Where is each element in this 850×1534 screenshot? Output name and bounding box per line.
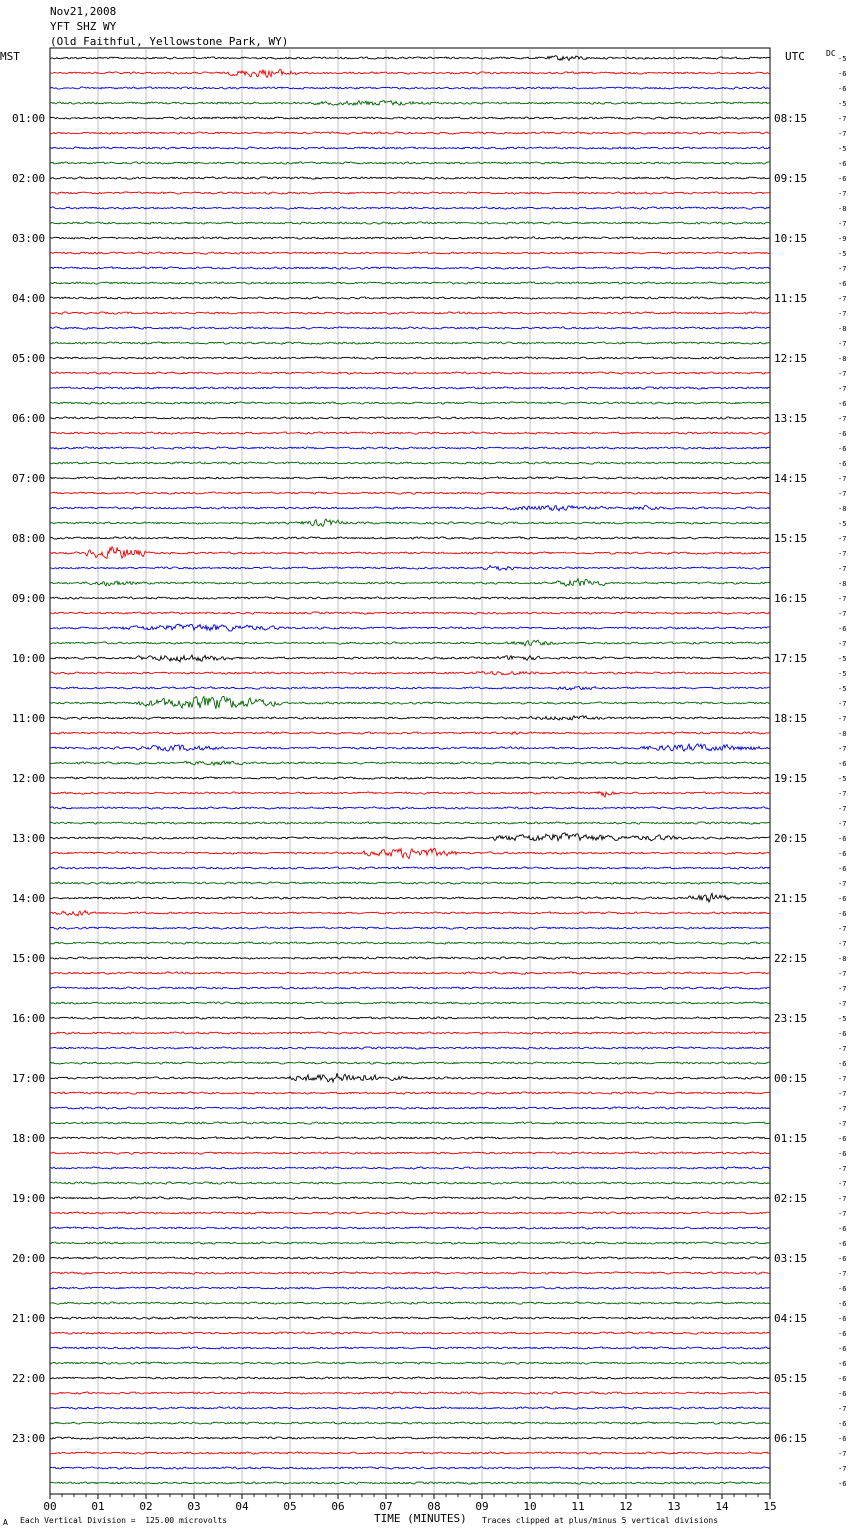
dc-offset-label: -7 bbox=[838, 745, 847, 753]
trace-line bbox=[50, 1407, 770, 1409]
trace-line bbox=[50, 1197, 770, 1199]
dc-offset-label: -7 bbox=[838, 1120, 847, 1128]
left-hour-label: 03:00 bbox=[12, 232, 46, 245]
x-tick-label: 04 bbox=[235, 1500, 249, 1513]
dc-offset-label: -8 bbox=[838, 205, 847, 213]
dc-offset-label: -8 bbox=[838, 325, 847, 333]
trace-line bbox=[50, 1122, 770, 1124]
right-hour-label: 18:15 bbox=[774, 712, 808, 725]
trace-line bbox=[50, 1392, 770, 1394]
dc-offset-label: -5 bbox=[838, 145, 847, 153]
dc-offset-label: -6 bbox=[838, 1135, 847, 1143]
trace-line bbox=[50, 777, 770, 779]
x-tick-label: 01 bbox=[91, 1500, 105, 1513]
dc-offset-label: -6 bbox=[838, 850, 847, 858]
trace-line bbox=[50, 1332, 770, 1334]
trace-line bbox=[50, 519, 770, 526]
dc-offset-label: -5 bbox=[838, 670, 847, 678]
dc-offset-label: -6 bbox=[838, 1330, 847, 1338]
right-hour-label: 04:15 bbox=[774, 1312, 808, 1325]
x-axis-label: TIME (MINUTES) bbox=[374, 1512, 467, 1525]
trace-line bbox=[50, 387, 770, 389]
right-hour-label: 06:15 bbox=[774, 1432, 808, 1445]
left-hour-label: 16:00 bbox=[12, 1012, 46, 1025]
x-tick-label: 09 bbox=[475, 1500, 489, 1513]
dc-offset-label: -7 bbox=[838, 1045, 847, 1053]
dc-offset-label: -8 bbox=[838, 730, 847, 738]
dc-offset-label: -7 bbox=[838, 1165, 847, 1173]
trace-line bbox=[50, 1482, 770, 1484]
dc-offset-label: -7 bbox=[838, 805, 847, 813]
trace-line bbox=[50, 402, 770, 404]
x-tick-label: 02 bbox=[139, 1500, 153, 1513]
dc-offset-label: -6 bbox=[838, 280, 847, 288]
left-hour-label: 01:00 bbox=[12, 112, 46, 125]
trace-line bbox=[50, 1467, 770, 1469]
left-hour-label: 15:00 bbox=[12, 952, 46, 965]
scale-note: Each Vertical Division = 125.00 microvolts bbox=[20, 1516, 228, 1525]
dc-label: DC bbox=[826, 49, 836, 58]
trace-line bbox=[50, 822, 770, 824]
trace-line bbox=[50, 792, 770, 798]
right-hour-label: 01:15 bbox=[774, 1132, 808, 1145]
trace-line bbox=[50, 505, 770, 511]
right-hour-label: 14:15 bbox=[774, 472, 808, 485]
trace-line bbox=[50, 1347, 770, 1349]
right-hour-label: 23:15 bbox=[774, 1012, 808, 1025]
trace-line bbox=[50, 372, 770, 374]
trace-line bbox=[50, 597, 770, 599]
trace-line bbox=[50, 1107, 770, 1109]
left-hour-label: 11:00 bbox=[12, 712, 46, 725]
dc-offset-label: -7 bbox=[838, 295, 847, 303]
trace-line bbox=[50, 1167, 770, 1169]
trace-line bbox=[50, 477, 770, 479]
dc-offset-label: -6 bbox=[838, 1060, 847, 1068]
dc-offset-label: -6 bbox=[838, 835, 847, 843]
trace-line bbox=[50, 547, 770, 559]
trace-line bbox=[50, 716, 770, 720]
dc-offset-label: -6 bbox=[838, 160, 847, 168]
dc-offset-label: -6 bbox=[838, 895, 847, 903]
dc-offset-label: -7 bbox=[838, 1210, 847, 1218]
trace-line bbox=[50, 612, 770, 614]
dc-offset-label: -6 bbox=[838, 85, 847, 93]
dc-offset-label: -7 bbox=[838, 220, 847, 228]
x-tick-label: 14 bbox=[715, 1500, 729, 1513]
dc-offset-label: -8 bbox=[838, 355, 847, 363]
trace-line bbox=[50, 957, 770, 959]
trace-line bbox=[50, 1377, 770, 1379]
trace-line bbox=[50, 972, 770, 974]
dc-offset-label: -7 bbox=[838, 1465, 847, 1473]
trace-line bbox=[50, 1422, 770, 1424]
dc-offset-label: -7 bbox=[838, 970, 847, 978]
dc-offset-label: -7 bbox=[838, 700, 847, 708]
right-hour-label: 16:15 bbox=[774, 592, 808, 605]
trace-line bbox=[50, 192, 770, 194]
trace-line bbox=[50, 297, 770, 299]
right-hour-label: 17:15 bbox=[774, 652, 808, 665]
trace-line bbox=[50, 1073, 770, 1082]
dc-offset-label: -7 bbox=[838, 985, 847, 993]
trace-line bbox=[50, 1452, 770, 1454]
left-hour-label: 07:00 bbox=[12, 472, 46, 485]
left-hour-label: 12:00 bbox=[12, 772, 46, 785]
left-hour-label: 18:00 bbox=[12, 1132, 46, 1145]
trace-line bbox=[50, 686, 770, 690]
trace-line bbox=[50, 867, 770, 869]
trace-line bbox=[50, 267, 770, 269]
trace-line bbox=[50, 744, 770, 751]
dc-offset-label: -6 bbox=[838, 625, 847, 633]
x-tick-label: 10 bbox=[523, 1500, 537, 1513]
dc-offset-label: -6 bbox=[838, 460, 847, 468]
dc-offset-label: -6 bbox=[838, 1480, 847, 1488]
trace-line bbox=[50, 492, 770, 494]
dc-offset-label: -7 bbox=[838, 265, 847, 273]
trace-line bbox=[50, 640, 770, 646]
dc-offset-label: -8 bbox=[838, 955, 847, 963]
trace-line bbox=[50, 732, 770, 735]
dc-offset-label: -6 bbox=[838, 1240, 847, 1248]
dc-offset-label: -5 bbox=[838, 250, 847, 258]
dc-offset-label: -6 bbox=[838, 175, 847, 183]
right-hour-label: 05:15 bbox=[774, 1372, 808, 1385]
dc-offset-label: -6 bbox=[838, 1030, 847, 1038]
trace-line bbox=[50, 327, 770, 329]
dc-offset-label: -7 bbox=[838, 190, 847, 198]
trace-line bbox=[50, 697, 770, 709]
right-hour-label: 09:15 bbox=[774, 172, 808, 185]
trace-line bbox=[50, 417, 770, 419]
left-hour-label: 09:00 bbox=[12, 592, 46, 605]
x-tick-label: 15 bbox=[763, 1500, 777, 1513]
right-hour-label: 21:15 bbox=[774, 892, 808, 905]
right-hour-label: 02:15 bbox=[774, 1192, 808, 1205]
trace-line bbox=[50, 1152, 770, 1154]
trace-line bbox=[50, 1062, 770, 1064]
trace-line bbox=[50, 1092, 770, 1094]
x-tick-label: 13 bbox=[667, 1500, 681, 1513]
dc-offset-label: -7 bbox=[838, 1405, 847, 1413]
dc-offset-label: -5 bbox=[838, 55, 847, 63]
x-tick-label: 11 bbox=[571, 1500, 585, 1513]
dc-offset-label: -7 bbox=[838, 610, 847, 618]
right-hour-label: 20:15 bbox=[774, 832, 808, 845]
dc-offset-label: -6 bbox=[838, 1375, 847, 1383]
left-timezone-label: MST bbox=[0, 50, 20, 63]
left-hour-label: 10:00 bbox=[12, 652, 46, 665]
footer-mark: A bbox=[3, 1518, 8, 1527]
trace-line bbox=[50, 312, 770, 314]
left-hour-label: 17:00 bbox=[12, 1072, 46, 1085]
x-tick-label: 08 bbox=[427, 1500, 441, 1513]
dc-offset-label: -7 bbox=[838, 925, 847, 933]
trace-line bbox=[50, 282, 770, 284]
trace-line bbox=[50, 342, 770, 344]
trace-line bbox=[50, 882, 770, 884]
station-label: YFT SHZ WY bbox=[50, 20, 117, 33]
trace-line bbox=[50, 566, 770, 571]
trace-line bbox=[50, 207, 770, 209]
right-hour-label: 10:15 bbox=[774, 232, 808, 245]
dc-offset-label: -7 bbox=[838, 565, 847, 573]
trace-line bbox=[50, 432, 770, 434]
dc-offset-label: -7 bbox=[838, 535, 847, 543]
right-hour-label: 00:15 bbox=[774, 1072, 808, 1085]
trace-line bbox=[50, 222, 770, 224]
left-hour-label: 20:00 bbox=[12, 1252, 46, 1265]
dc-offset-label: -6 bbox=[838, 1360, 847, 1368]
x-tick-label: 05 bbox=[283, 1500, 297, 1513]
dc-offset-label: -7 bbox=[838, 550, 847, 558]
dc-offset-label: -6 bbox=[838, 1390, 847, 1398]
right-hour-label: 11:15 bbox=[774, 292, 808, 305]
trace-line bbox=[50, 1032, 770, 1034]
dc-offset-label: -7 bbox=[838, 640, 847, 648]
left-hour-label: 06:00 bbox=[12, 412, 46, 425]
trace-line bbox=[50, 1182, 770, 1184]
trace-line bbox=[50, 579, 770, 587]
trace-line bbox=[50, 987, 770, 989]
trace-line bbox=[50, 1317, 770, 1319]
trace-line bbox=[50, 1437, 770, 1439]
trace-line bbox=[50, 1242, 770, 1244]
dc-offset-label: -6 bbox=[838, 1300, 847, 1308]
trace-line bbox=[50, 807, 770, 809]
x-tick-label: 03 bbox=[187, 1500, 201, 1513]
trace-line bbox=[50, 162, 770, 164]
trace-line bbox=[50, 537, 770, 539]
right-hour-label: 15:15 bbox=[774, 532, 808, 545]
trace-line bbox=[50, 849, 770, 859]
dc-offset-label: -7 bbox=[838, 415, 847, 423]
dc-offset-label: -6 bbox=[838, 445, 847, 453]
dc-offset-label: -7 bbox=[838, 1075, 847, 1083]
dc-offset-label: -7 bbox=[838, 1270, 847, 1278]
dc-offset-label: -6 bbox=[838, 1345, 847, 1353]
left-hour-label: 14:00 bbox=[12, 892, 46, 905]
dc-offset-label: -7 bbox=[838, 310, 847, 318]
right-hour-label: 19:15 bbox=[774, 772, 808, 785]
dc-offset-label: -6 bbox=[838, 865, 847, 873]
dc-offset-label: -7 bbox=[838, 385, 847, 393]
dc-offset-label: -5 bbox=[838, 655, 847, 663]
dc-offset-label: -7 bbox=[838, 880, 847, 888]
trace-line bbox=[50, 893, 770, 902]
dc-offset-label: -7 bbox=[838, 595, 847, 603]
dc-offset-label: -7 bbox=[838, 820, 847, 828]
dc-offset-label: -7 bbox=[838, 490, 847, 498]
dc-offset-label: -6 bbox=[838, 1255, 847, 1263]
location-label: (Old Faithful, Yellowstone Park, WY) bbox=[50, 35, 289, 48]
trace-line bbox=[50, 357, 770, 359]
trace-line bbox=[50, 1137, 770, 1139]
dc-offset-label: -5 bbox=[838, 1015, 847, 1023]
dc-offset-label: -6 bbox=[838, 1285, 847, 1293]
trace-line bbox=[50, 252, 770, 254]
dc-offset-label: -8 bbox=[838, 505, 847, 513]
plot-frame bbox=[50, 48, 770, 1494]
dc-offset-label: -7 bbox=[838, 370, 847, 378]
trace-line bbox=[50, 1002, 770, 1004]
trace-line bbox=[50, 147, 770, 149]
trace-line bbox=[50, 671, 770, 675]
trace-line bbox=[50, 761, 770, 765]
trace-line bbox=[50, 624, 770, 631]
left-hour-label: 05:00 bbox=[12, 352, 46, 365]
dc-offset-label: -6 bbox=[838, 760, 847, 768]
trace-line bbox=[50, 1257, 770, 1259]
trace-line bbox=[50, 69, 770, 77]
trace-line bbox=[50, 942, 770, 944]
left-hour-label: 04:00 bbox=[12, 292, 46, 305]
dc-offset-label: -6 bbox=[838, 1225, 847, 1233]
dc-offset-label: -7 bbox=[838, 1450, 847, 1458]
dc-offset-label: -5 bbox=[838, 775, 847, 783]
trace-line bbox=[50, 87, 770, 89]
dc-offset-label: -6 bbox=[838, 400, 847, 408]
trace-line bbox=[50, 833, 770, 841]
dc-offset-label: -5 bbox=[838, 100, 847, 108]
dc-offset-label: -9 bbox=[838, 235, 847, 243]
trace-line bbox=[50, 132, 770, 134]
dc-offset-label: -7 bbox=[838, 940, 847, 948]
trace-line bbox=[50, 237, 770, 239]
trace-line bbox=[50, 56, 770, 61]
left-hour-label: 23:00 bbox=[12, 1432, 46, 1445]
left-hour-label: 13:00 bbox=[12, 832, 46, 845]
left-hour-label: 08:00 bbox=[12, 532, 46, 545]
left-hour-label: 22:00 bbox=[12, 1372, 46, 1385]
dc-offset-label: -6 bbox=[838, 1420, 847, 1428]
trace-line bbox=[50, 911, 770, 916]
right-hour-label: 12:15 bbox=[774, 352, 808, 365]
dc-offset-label: -6 bbox=[838, 910, 847, 918]
right-hour-label: 03:15 bbox=[774, 1252, 808, 1265]
trace-line bbox=[50, 1287, 770, 1289]
dc-offset-label: -7 bbox=[838, 790, 847, 798]
date-label: Nov21,2008 bbox=[50, 5, 117, 18]
trace-line bbox=[50, 1047, 770, 1049]
trace-line bbox=[50, 1302, 770, 1304]
dc-offset-label: -7 bbox=[838, 715, 847, 723]
trace-line bbox=[50, 1272, 770, 1274]
left-hour-label: 21:00 bbox=[12, 1312, 46, 1325]
dc-offset-label: -7 bbox=[838, 1180, 847, 1188]
trace-line bbox=[50, 1212, 770, 1214]
dc-offset-label: -6 bbox=[838, 1150, 847, 1158]
x-tick-label: 06 bbox=[331, 1500, 345, 1513]
dc-offset-label: -7 bbox=[838, 1195, 847, 1203]
trace-line bbox=[50, 927, 770, 929]
trace-line bbox=[50, 177, 770, 179]
dc-offset-label: -7 bbox=[838, 115, 847, 123]
clip-note: Traces clipped at plus/minus 5 vertical divisions bbox=[482, 1516, 719, 1525]
right-hour-label: 13:15 bbox=[774, 412, 808, 425]
dc-offset-label: -7 bbox=[838, 340, 847, 348]
dc-offset-label: -6 bbox=[838, 1435, 847, 1443]
trace-line bbox=[50, 1227, 770, 1229]
trace-line bbox=[50, 462, 770, 464]
trace-line bbox=[50, 447, 770, 449]
dc-offset-label: -8 bbox=[838, 580, 847, 588]
x-tick-label: 07 bbox=[379, 1500, 393, 1513]
dc-offset-label: -7 bbox=[838, 475, 847, 483]
trace-line bbox=[50, 1362, 770, 1364]
dc-offset-label: -5 bbox=[838, 685, 847, 693]
trace-line bbox=[50, 117, 770, 119]
right-timezone-label: UTC bbox=[785, 50, 805, 63]
dc-offset-label: -7 bbox=[838, 1090, 847, 1098]
right-hour-label: 08:15 bbox=[774, 112, 808, 125]
dc-offset-label: -6 bbox=[838, 70, 847, 78]
dc-offset-label: -7 bbox=[838, 130, 847, 138]
left-hour-label: 19:00 bbox=[12, 1192, 46, 1205]
x-tick-label: 00 bbox=[43, 1500, 57, 1513]
trace-line bbox=[50, 100, 770, 105]
trace-line bbox=[50, 1017, 770, 1019]
x-tick-label: 12 bbox=[619, 1500, 633, 1513]
right-hour-label: 22:15 bbox=[774, 952, 808, 965]
dc-offset-label: -6 bbox=[838, 1315, 847, 1323]
dc-offset-label: -7 bbox=[838, 1105, 847, 1113]
left-hour-label: 02:00 bbox=[12, 172, 46, 185]
dc-offset-label: -7 bbox=[838, 1000, 847, 1008]
trace-line bbox=[50, 655, 770, 662]
dc-offset-label: -6 bbox=[838, 430, 847, 438]
dc-offset-label: -5 bbox=[838, 520, 847, 528]
